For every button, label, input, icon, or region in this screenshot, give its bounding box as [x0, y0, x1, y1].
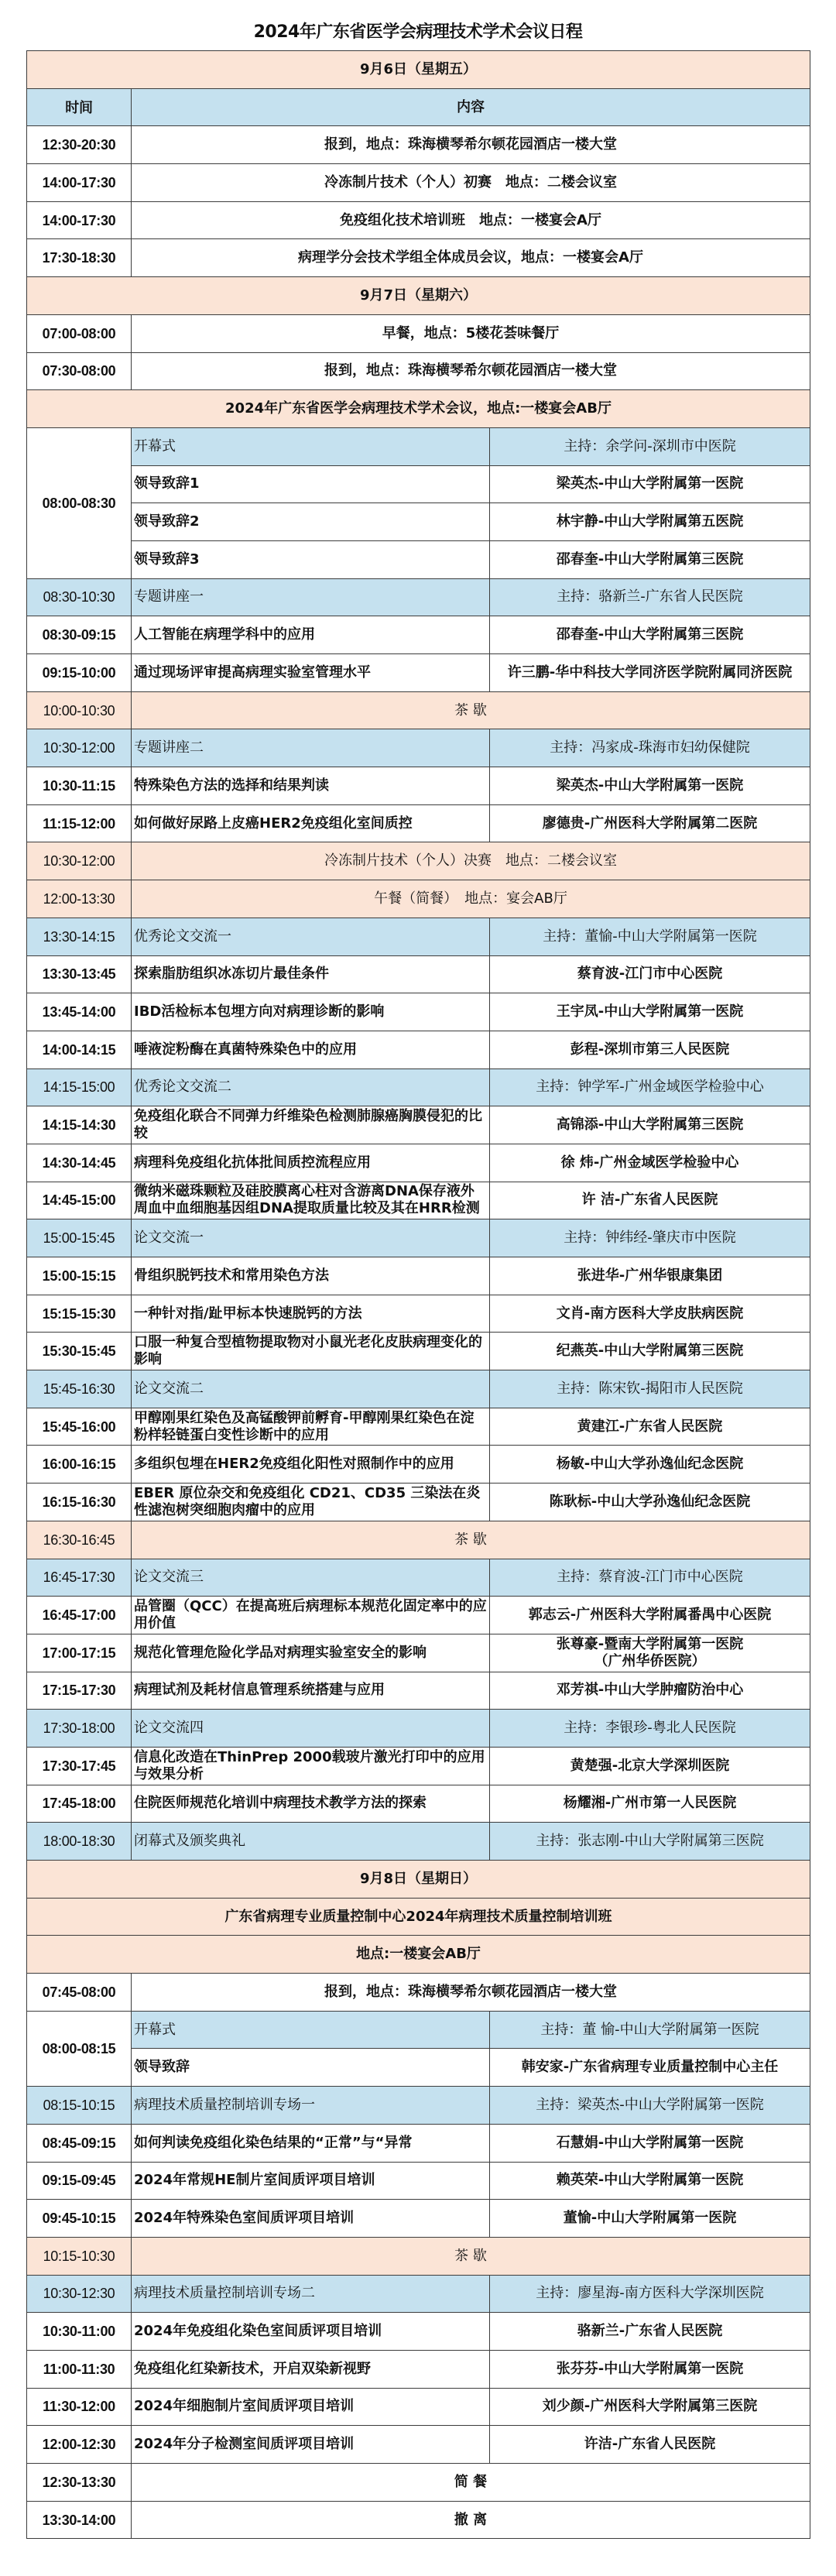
page-title: 2024年广东省医学会病理技术学术会议日程: [253, 22, 583, 42]
schedule-row: [27, 2350, 810, 2388]
session-header-row: [27, 1559, 810, 1597]
time-cell: 13:45-14:00: [27, 993, 132, 1031]
topic-cell: 2024年特殊染色室间质评项目培训: [132, 2200, 490, 2238]
time-cell: 08:00-08:30: [27, 427, 132, 578]
time-cell: 17:15-17:30: [27, 1672, 132, 1710]
session-title: 论文交流一: [132, 1219, 490, 1257]
time-cell: 07:00-08:00: [27, 314, 132, 352]
time-cell: 10:00-10:30: [27, 691, 132, 729]
event-cell: 报到，地点：珠海横琴希尔顿花园酒店一楼大堂: [132, 1974, 810, 2012]
time-cell: 14:00-17:30: [27, 164, 132, 202]
time-cell: 10:30-11:00: [27, 2313, 132, 2351]
session-host: 主持：蔡育波-江门市中心医院: [490, 1559, 810, 1597]
time-cell: 15:45-16:00: [27, 1408, 132, 1446]
topic-cell: 品管圈（QCC）在提高班后病理标本规范化固定率中的应用价值: [132, 1597, 490, 1634]
time-cell: 15:00-15:15: [27, 1257, 132, 1295]
topic-cell: 特殊染色方法的选择和结果判读: [132, 767, 490, 805]
session-title: 病理技术质量控制培训专场一: [132, 2087, 490, 2125]
speaker-cell: 梁英杰-中山大学附属第一医院: [490, 465, 810, 503]
time-cell: 13:30-14:00: [27, 2501, 132, 2539]
speaker-cell: 许 洁-广东省人民医院: [490, 1182, 810, 1219]
session-header-row: [27, 1068, 810, 1106]
topic-cell: 信息化改造在ThinPrep 2000载玻片激光打印中的应用与效果分析: [132, 1747, 490, 1785]
time-cell: 07:45-08:00: [27, 1974, 132, 2012]
session-host: 主持：廖星海-南方医科大学深圳医院: [490, 2275, 810, 2313]
schedule-row: [27, 2388, 810, 2426]
day-banner-text: 9月6日（星期五）: [27, 51, 810, 89]
speaker-cell: 韩安家-广东省病理专业质量控制中心主任: [490, 2049, 810, 2087]
schedule-row: [27, 1182, 810, 1219]
speaker-cell: 王宇凤-中山大学附属第一医院: [490, 993, 810, 1031]
break-row: [27, 691, 810, 729]
schedule-row: [27, 1747, 810, 1785]
time-cell: 08:15-10:15: [27, 2087, 132, 2125]
schedule-row: [27, 2049, 810, 2087]
topic-cell: 口服一种复合型植物提取物对小鼠光老化皮肤病理变化的影响: [132, 1333, 490, 1370]
speaker-cell: 廖德贵-广州医科大学附属第二医院: [490, 804, 810, 842]
time-cell: 08:45-09:15: [27, 2124, 132, 2162]
time-cell: 10:15-10:30: [27, 2237, 132, 2275]
schedule-row: [27, 2313, 810, 2351]
topic-cell: 2024年分子检测室间质评项目培训: [132, 2426, 490, 2464]
speaker-cell: 黄建江-广东省人民医院: [490, 1408, 810, 1446]
topic-cell: 2024年免疫组化染色室间质评项目培训: [132, 2313, 490, 2351]
time-cell: 14:30-14:45: [27, 1144, 132, 1182]
session-host: 主持：李银珍-粤北人民医院: [490, 1710, 810, 1748]
break-row: [27, 880, 810, 918]
topic-cell: 住院医师规范化培训中病理技术教学方法的探索: [132, 1785, 490, 1823]
time-cell: 14:45-15:00: [27, 1182, 132, 1219]
speaker-cell: 彭程-深圳市第三人民医院: [490, 1031, 810, 1068]
lunch-label: 午餐（简餐） 地点：宴会AB厅: [132, 880, 810, 918]
header-time: 时间: [27, 88, 132, 126]
schedule-row: [27, 1257, 810, 1295]
session-host: 主持：董愉-中山大学附属第一医院: [490, 918, 810, 955]
session-header-row: [27, 1219, 810, 1257]
schedule-row: [27, 2124, 810, 2162]
session-host: 主持：钟学军-广州金域医学检验中心: [490, 1068, 810, 1106]
time-cell: 16:15-16:30: [27, 1484, 132, 1521]
session-host: 主持：张志刚-中山大学附属第三医院: [490, 1823, 810, 1861]
speaker-cell: 邵春奎-中山大学附属第三医院: [490, 616, 810, 654]
topic-cell: 领导致辞2: [132, 503, 490, 541]
time-cell: 13:30-14:15: [27, 918, 132, 955]
topic-cell: 如何判读免疫组化染色结果的“正常”与“异常: [132, 2124, 490, 2162]
speaker-cell: 徐 炜-广州金域医学检验中心: [490, 1144, 810, 1182]
speaker-cell: 文肖-南方医科大学皮肤病医院: [490, 1295, 810, 1333]
time-cell: 10:30-11:15: [27, 767, 132, 805]
session-title: 优秀论文交流二: [132, 1068, 490, 1106]
time-cell: 08:30-09:15: [27, 616, 132, 654]
time-cell: 16:30-16:45: [27, 1521, 132, 1559]
schedule-row: [27, 1634, 810, 1672]
break-row: [27, 2237, 810, 2275]
topic-cell: 一种针对指/趾甲标本快速脱钙的方法: [132, 1295, 490, 1333]
schedule-table: [26, 50, 810, 2539]
speaker-cell: 蔡育波-江门市中心医院: [490, 955, 810, 993]
break-row: [27, 1521, 810, 1559]
session-title: 闭幕式及颁奖典礼: [132, 1823, 490, 1861]
schedule-row: [27, 126, 810, 164]
time-cell: 11:15-12:00: [27, 804, 132, 842]
topic-cell: 2024年细胞制片室间质评项目培训: [132, 2388, 490, 2426]
session-title: 优秀论文交流一: [132, 918, 490, 955]
topic-cell: 规范化管理危险化学品对病理实验室安全的影响: [132, 1634, 490, 1672]
break-label: 茶 歇: [132, 691, 810, 729]
departure-label: 撤 离: [132, 2501, 810, 2539]
time-cell: 09:15-09:45: [27, 2162, 132, 2200]
topic-cell: 病理科免疫组化抗体批间质控流程应用: [132, 1144, 490, 1182]
speaker-cell: 高锦添-中山大学附属第三医院: [490, 1106, 810, 1144]
time-cell: 14:00-17:30: [27, 201, 132, 239]
speaker-cell: 骆新兰-广东省人民医院: [490, 2313, 810, 2351]
event-cell: 病理学分会技术学组全体成员会议，地点：一楼宴会A厅: [132, 239, 810, 277]
session-title: 论文交流二: [132, 1370, 490, 1408]
schedule-row: [27, 1672, 810, 1710]
schedule-row: [27, 465, 810, 503]
time-cell: 17:30-18:00: [27, 1710, 132, 1748]
table-header: [27, 88, 810, 126]
time-cell: 07:30-08:00: [27, 352, 132, 390]
event-cell: 报到，地点：珠海横琴希尔顿花园酒店一楼大堂: [132, 126, 810, 164]
topic-cell: 领导致辞: [132, 2049, 490, 2087]
speaker-name: 张尊豪-暨南大学附属第一医院: [556, 1635, 744, 1652]
time-cell: 10:30-12:00: [27, 729, 132, 767]
speaker-cell: 纪燕英-中山大学附属第三医院: [490, 1333, 810, 1370]
session-header-row: [27, 578, 810, 616]
speaker-cell: 梁英杰-中山大学附属第一医院: [490, 767, 810, 805]
schedule-row: [27, 352, 810, 390]
session-title: 开幕式: [132, 427, 490, 465]
topic-cell: 人工智能在病理学科中的应用: [132, 616, 490, 654]
topic-cell: 多组织包埋在HER2免疫组化阳性对照制作中的应用: [132, 1446, 490, 1484]
speaker-cell: 杨耀湘-广州市第一人民医院: [490, 1785, 810, 1823]
speaker-cell: 许洁-广东省人民医院: [490, 2426, 810, 2464]
schedule-row: [27, 616, 810, 654]
time-cell: 18:00-18:30: [27, 1823, 132, 1861]
time-cell: 12:30-13:30: [27, 2464, 132, 2502]
session-header-row: [27, 1370, 810, 1408]
schedule-row: [27, 1785, 810, 1823]
schedule-row: [27, 1408, 810, 1446]
schedule-row: [27, 1144, 810, 1182]
topic-cell: 领导致辞1: [132, 465, 490, 503]
time-cell: 15:30-15:45: [27, 1333, 132, 1370]
meal-label: 简 餐: [132, 2464, 810, 2502]
topic-cell: 骨组织脱钙技术和常用染色方法: [132, 1257, 490, 1295]
speaker-cell: 陈耿标-中山大学孙逸仙纪念医院: [490, 1484, 810, 1521]
session-title: 病理技术质量控制培训专场二: [132, 2275, 490, 2313]
day-banner: [27, 1861, 810, 1899]
day-banner-text: 9月7日（星期六）: [27, 277, 810, 315]
session-host: 主持：余学问-深圳市中医院: [490, 427, 810, 465]
schedule-row: [27, 239, 810, 277]
schedule-row: [27, 503, 810, 541]
session-header-row: [27, 427, 810, 465]
speaker-cell: 赖英荣-中山大学附属第一医院: [490, 2162, 810, 2200]
time-cell: 11:00-11:30: [27, 2350, 132, 2388]
speaker-cell: 董愉-中山大学附属第一医院: [490, 2200, 810, 2238]
schedule-row: [27, 2200, 810, 2238]
schedule-row: [27, 201, 810, 239]
header-content: 内容: [132, 88, 810, 126]
topic-cell: 2024年常规HE制片室间质评项目培训: [132, 2162, 490, 2200]
event-cell: 免疫组化技术培训班 地点：一楼宴会A厅: [132, 201, 810, 239]
time-cell: 17:45-18:00: [27, 1785, 132, 1823]
event-cell: 报到，地点：珠海横琴希尔顿花园酒店一楼大堂: [132, 352, 810, 390]
time-cell: 08:30-10:30: [27, 578, 132, 616]
time-cell: 17:00-17:15: [27, 1634, 132, 1672]
training-banner-text: 广东省病理专业质量控制中心2024年病理技术质量控制培训班: [27, 1898, 810, 1936]
conference-banner-text: 2024年广东省医学会病理技术学术会议，地点:一楼宴会AB厅: [27, 390, 810, 428]
speaker-cell: 黄楚强-北京大学深圳医院: [490, 1747, 810, 1785]
session-host: 主持：钟纬经-肇庆市中医院: [490, 1219, 810, 1257]
topic-cell: 唾液淀粉酶在真菌特殊染色中的应用: [132, 1031, 490, 1068]
event-cell: 冷冻制片技术（个人）初赛 地点：二楼会议室: [132, 164, 810, 202]
time-cell: 13:30-13:45: [27, 955, 132, 993]
schedule-row: [27, 654, 810, 692]
departure-row: [27, 2501, 810, 2539]
session-host: 主持：董 愉-中山大学附属第一医院: [490, 2011, 810, 2049]
schedule-row: [27, 1106, 810, 1144]
topic-cell: EBER 原位杂交和免疫组化 CD21、CD35 三染法在炎性滤泡树突细胞肉瘤中的应用: [132, 1484, 490, 1521]
time-cell: 14:00-14:15: [27, 1031, 132, 1068]
schedule-row: [27, 1597, 810, 1634]
time-cell: 16:45-17:00: [27, 1597, 132, 1634]
topic-cell: 微纳米磁珠颗粒及硅胶膜离心柱对含游离DNA保存液外周血中血细胞基因组DNA提取质量比较及其在HRR检测: [132, 1182, 490, 1219]
day-banner: [27, 277, 810, 315]
speaker-cell: 许三鹏-华中科技大学同济医学院附属同济医院: [490, 654, 810, 692]
schedule-row: [27, 1333, 810, 1370]
session-title: 专题讲座一: [132, 578, 490, 616]
topic-cell: IBD活检标本包埋方向对病理诊断的影响: [132, 993, 490, 1031]
topic-cell: 免疫组化联合不同弹力纤维染色检测肺腺癌胸膜侵犯的比较: [132, 1106, 490, 1144]
schedule-row: [27, 2162, 810, 2200]
schedule-row: [27, 1484, 810, 1521]
topic-cell: 领导致辞3: [132, 540, 490, 578]
time-cell: 15:00-15:45: [27, 1219, 132, 1257]
schedule-row: [27, 164, 810, 202]
session-title: 论文交流四: [132, 1710, 490, 1748]
session-host: 主持：骆新兰-广东省人民医院: [490, 578, 810, 616]
training-banner: [27, 1898, 810, 1936]
schedule-row: [27, 540, 810, 578]
conference-banner: [27, 390, 810, 428]
venue-banner-text: 地点:一楼宴会AB厅: [27, 1936, 810, 1974]
time-cell: 10:30-12:00: [27, 842, 132, 880]
day-banner-text: 9月8日（星期日）: [27, 1861, 810, 1899]
session-host: 主持：梁英杰-中山大学附属第一医院: [490, 2087, 810, 2125]
speaker-cell: 刘少颜-广州医科大学附属第三医院: [490, 2388, 810, 2426]
topic-cell: 免疫组化红染新技术，开启双染新视野: [132, 2350, 490, 2388]
speaker-cell: 林宇静-中山大学附属第五医院: [490, 503, 810, 541]
break-label: 茶 歇: [132, 2237, 810, 2275]
time-cell: 11:30-12:00: [27, 2388, 132, 2426]
speaker-cell: 邵春奎-中山大学附属第三医院: [490, 540, 810, 578]
time-cell: 15:45-16:30: [27, 1370, 132, 1408]
time-cell: 12:00-13:30: [27, 880, 132, 918]
session-header-row: [27, 2275, 810, 2313]
time-cell: 17:30-17:45: [27, 1747, 132, 1785]
schedule-row: [27, 1031, 810, 1068]
speaker-cell: 郭志云-广州医科大学附属番禺中心医院: [490, 1597, 810, 1634]
speaker-cell: 杨敏-中山大学孙逸仙纪念医院: [490, 1446, 810, 1484]
time-cell: 12:30-20:30: [27, 126, 132, 164]
meal-row: [27, 2464, 810, 2502]
speaker-note: （广州华侨医院）: [594, 1652, 706, 1669]
time-cell: 09:45-10:15: [27, 2200, 132, 2238]
speaker-cell: 石慧娟-中山大学附属第一医院: [490, 2124, 810, 2162]
schedule-row: [27, 804, 810, 842]
break-row: [27, 842, 810, 880]
event-cell: 早餐，地点：5楼花荟味餐厅: [132, 314, 810, 352]
topic-cell: 甲醇刚果红染色及高锰酸钾前孵育-甲醇刚果红染色在淀粉样轻链蛋白变性诊断中的应用: [132, 1408, 490, 1446]
schedule-row: [27, 314, 810, 352]
session-header-row: [27, 918, 810, 955]
day-banner: [27, 51, 810, 89]
session-title: 专题讲座二: [132, 729, 490, 767]
session-host: 主持：冯家成-珠海市妇幼保健院: [490, 729, 810, 767]
topic-cell: 如何做好尿路上皮癌HER2免疫组化室间质控: [132, 804, 490, 842]
speaker-cell: 张芬芬-中山大学附属第一医院: [490, 2350, 810, 2388]
speaker-cell: [490, 1634, 810, 1672]
time-cell: 14:15-14:30: [27, 1106, 132, 1144]
session-title: 开幕式: [132, 2011, 490, 2049]
speaker-cell: 邓芳祺-中山大学肿瘤防治中心: [490, 1672, 810, 1710]
event-cell: 冷冻制片技术（个人）决赛 地点：二楼会议室: [132, 842, 810, 880]
time-cell: 14:15-15:00: [27, 1068, 132, 1106]
schedule-row: [27, 767, 810, 805]
schedule-row: [27, 1295, 810, 1333]
schedule-row: [27, 993, 810, 1031]
session-title: 论文交流三: [132, 1559, 490, 1597]
time-cell: 09:15-10:00: [27, 654, 132, 692]
schedule-row: [27, 955, 810, 993]
time-cell: 10:30-12:30: [27, 2275, 132, 2313]
break-label: 茶 歇: [132, 1521, 810, 1559]
session-header-row: [27, 2011, 810, 2049]
topic-cell: 通过现场评审提高病理实验室管理水平: [132, 654, 490, 692]
session-header-row: [27, 1710, 810, 1748]
time-cell: 12:00-12:30: [27, 2426, 132, 2464]
schedule-row: [27, 2426, 810, 2464]
time-cell: 16:45-17:30: [27, 1559, 132, 1597]
session-host: 主持：陈宋钦-揭阳市人民医院: [490, 1370, 810, 1408]
venue-banner: [27, 1936, 810, 1974]
session-header-row: [27, 1823, 810, 1861]
time-cell: 15:15-15:30: [27, 1295, 132, 1333]
topic-cell: 探索脂肪组织冰冻切片最佳条件: [132, 955, 490, 993]
schedule-row: [27, 1974, 810, 2012]
schedule-row: [27, 1446, 810, 1484]
session-header-row: [27, 729, 810, 767]
time-cell: 16:00-16:15: [27, 1446, 132, 1484]
time-cell: 08:00-08:15: [27, 2011, 132, 2086]
session-header-row: [27, 2087, 810, 2125]
speaker-cell: 张进华-广州华银康集团: [490, 1257, 810, 1295]
topic-cell: 病理试剂及耗材信息管理系统搭建与应用: [132, 1672, 490, 1710]
time-cell: 17:30-18:30: [27, 239, 132, 277]
